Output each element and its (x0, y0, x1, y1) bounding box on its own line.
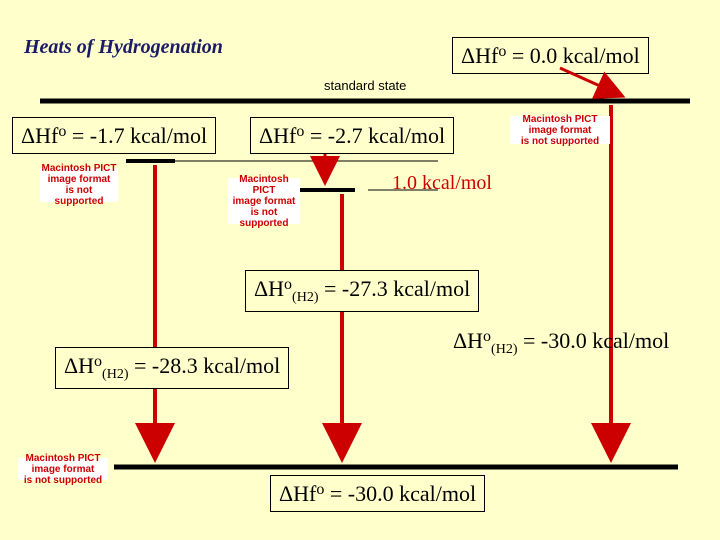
h2-sub: (H2) (491, 342, 518, 357)
delta-h-label: ΔHf (279, 481, 317, 506)
degree-sup: o (284, 276, 293, 293)
delta-h-label: ΔHf (21, 123, 59, 148)
degree-sup: o (94, 353, 103, 370)
h2-left-box (55, 347, 289, 389)
degree-sup: o (498, 43, 507, 60)
h2-right-box (445, 323, 677, 363)
h2-sub: (H2) (102, 367, 129, 382)
pict-placeholder-image: Macintosh PICT image format is not supported (510, 116, 610, 144)
difference-label: 1.0 kcal/mol (392, 172, 492, 194)
h2-sub: (H2) (292, 290, 319, 305)
pict-placeholder-image: Macintosh PICT image format is not supported (18, 458, 108, 480)
value-label: = -1.7 kcal/mol (66, 123, 208, 148)
degree-sup: o (316, 481, 325, 498)
page-title: Heats of Hydrogenation (24, 36, 223, 58)
delta-h-label: ΔHf (259, 123, 297, 148)
alkene-middle-box (250, 117, 454, 154)
pict-placeholder-image: Macintosh PICT image format is not supported (228, 178, 300, 224)
value-label: = 0.0 kcal/mol (506, 43, 640, 68)
h2-middle-box (245, 270, 479, 312)
value-label: = -2.7 kcal/mol (304, 123, 446, 148)
value-label: = -27.3 kcal/mol (318, 276, 471, 301)
delta-h-label: ΔHf (461, 43, 499, 68)
standard-state-label: standard state (324, 78, 407, 93)
degree-sup: o (296, 123, 305, 140)
pointer-arrow-standard (560, 68, 620, 95)
delta-h-label: ΔH (254, 276, 285, 301)
pict-placeholder-image: Macintosh PICT image format is not supported (41, 163, 117, 207)
value-label: = -30.0 kcal/mol (517, 328, 670, 353)
value-label: = -30.0 kcal/mol (324, 481, 477, 506)
value-label: = -28.3 kcal/mol (128, 353, 281, 378)
degree-sup: o (483, 328, 492, 345)
degree-sup: o (58, 123, 67, 140)
alkene-left-box (12, 117, 216, 154)
delta-h-label: ΔH (453, 328, 484, 353)
delta-h-label: ΔH (64, 353, 95, 378)
alkane-box (270, 475, 485, 512)
